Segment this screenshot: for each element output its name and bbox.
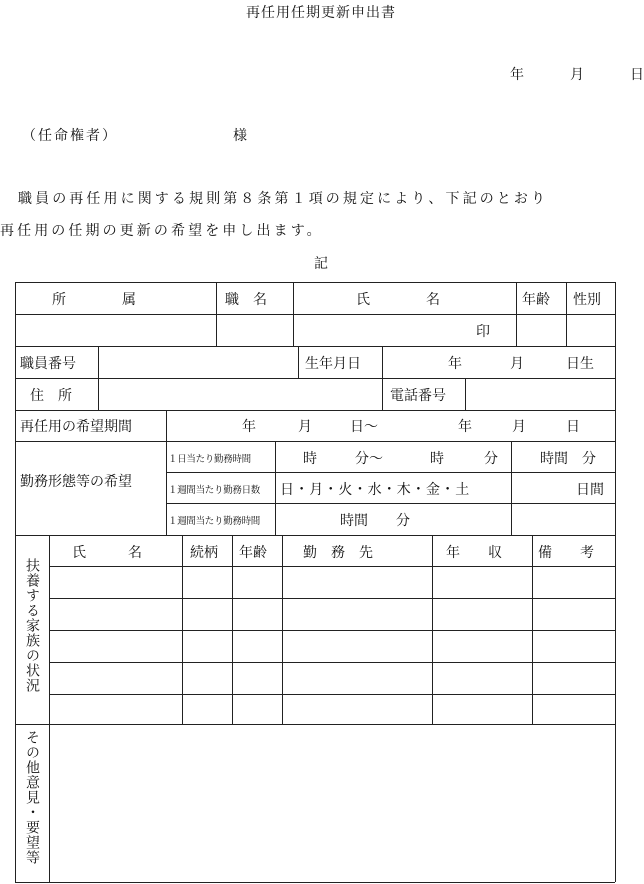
seal-mark: 印 — [476, 324, 490, 340]
weekly-hours: 時間 分 — [340, 513, 410, 529]
family-status-label: 扶養する家族の状況 — [24, 558, 40, 693]
honorific: 様 — [233, 128, 247, 144]
ki-heading: 記 — [314, 256, 328, 272]
family-workplace-header: 勤 務 先 — [303, 545, 373, 561]
affiliation-header: 所 属 — [52, 292, 136, 308]
weekday-options: 日・月・火・水・木・金・土 — [280, 482, 470, 498]
position-header: 職 名 — [225, 292, 267, 308]
daily-to-min: 分 — [484, 451, 498, 467]
age-header: 年齢 — [522, 292, 550, 308]
weekly-hours-label: １週間当たり勤務時間 — [168, 516, 261, 527]
family-income-header: 年 収 — [446, 545, 502, 561]
staff-number-label: 職員番号 — [20, 356, 76, 372]
weekly-days-label: １週間当たり勤務日数 — [168, 485, 261, 496]
period-to-day: 日 — [566, 419, 580, 435]
daily-to-hour: 時 — [430, 451, 444, 467]
daily-total: 時間 分 — [540, 451, 596, 467]
period-label: 再任用の希望期間 — [20, 419, 132, 435]
period-from-month: 月 — [298, 419, 312, 435]
birthdate-label: 生年月日 — [305, 356, 361, 372]
document-title: 再任用任期更新申出書 — [246, 5, 396, 21]
weekly-days-unit: 日間 — [576, 482, 604, 498]
period-from-year: 年 — [242, 419, 256, 435]
date-year: 年 — [510, 67, 524, 83]
other-opinions-label: その他意見・要望等 — [24, 730, 40, 865]
family-relation-header: 続柄 — [190, 545, 218, 561]
work-style-label: 勤務形態等の希望 — [20, 474, 132, 490]
address-label: 住 所 — [30, 388, 72, 404]
family-age-header: 年齢 — [239, 545, 267, 561]
family-name-header: 氏 名 — [72, 545, 142, 561]
paragraph-line-2: 再任用の任期の更新の希望を申し出ます。 — [0, 223, 324, 239]
period-to-year: 年 — [458, 419, 472, 435]
daily-from-min: 分〜 — [355, 451, 383, 467]
name-header: 氏 名 — [356, 292, 440, 308]
birth-month: 月 — [510, 356, 524, 372]
period-from-day: 日〜 — [350, 419, 378, 435]
daily-from-hour: 時 — [303, 451, 317, 467]
birth-year: 年 — [448, 356, 462, 372]
addressee: （任命権者） — [22, 128, 118, 144]
paragraph-line-1: 職員の再任用に関する規則第８条第１項の規定により、下記のとおり — [18, 191, 549, 207]
sex-header: 性別 — [573, 292, 601, 308]
daily-hours-label: １日当たり勤務時間 — [168, 454, 251, 465]
date-month: 月 — [570, 67, 584, 83]
family-remarks-header: 備 考 — [538, 545, 594, 561]
period-to-month: 月 — [512, 419, 526, 435]
phone-label: 電話番号 — [390, 388, 446, 404]
date-day: 日 — [630, 67, 644, 83]
birth-day: 日生 — [566, 356, 594, 372]
date-line — [510, 64, 644, 84]
